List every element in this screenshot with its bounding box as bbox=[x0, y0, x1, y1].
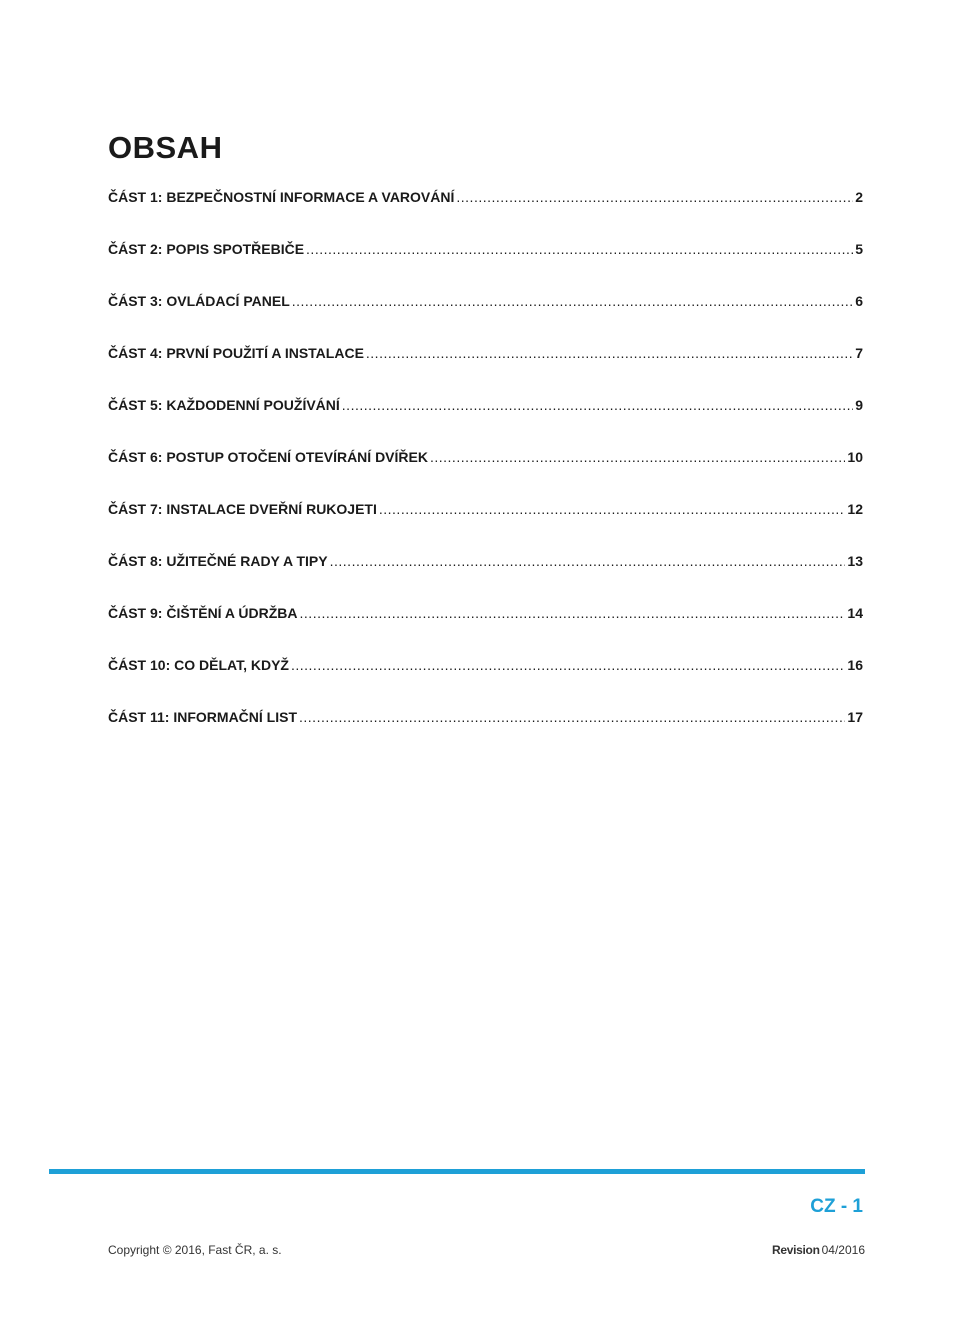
toc-entry-label: ČÁST 8: UŽITEČNÉ RADY A TIPY bbox=[108, 553, 328, 569]
toc-dot-leader bbox=[366, 345, 853, 361]
toc-entry-5[interactable] bbox=[108, 397, 863, 449]
toc-entry-page: 7 bbox=[855, 345, 863, 361]
toc-entry-4[interactable] bbox=[108, 345, 863, 397]
revision-label: Revision bbox=[771, 1243, 820, 1257]
toc-entry-label: ČÁST 6: POSTUP OTOČENÍ OTEVÍRÁNÍ DVÍŘEK bbox=[108, 449, 428, 465]
toc-entry-3[interactable] bbox=[108, 293, 863, 345]
toc-entry-label: ČÁST 3: OVLÁDACÍ PANEL bbox=[108, 293, 290, 309]
toc-entry-page: 13 bbox=[847, 553, 863, 569]
toc-entry-1[interactable] bbox=[108, 189, 863, 241]
toc-entry-7[interactable] bbox=[108, 501, 863, 553]
toc-entry-page: 17 bbox=[847, 709, 863, 725]
toc-entry-page: 6 bbox=[855, 293, 863, 309]
revision-info bbox=[772, 1243, 865, 1257]
toc-entry-label: ČÁST 7: INSTALACE DVEŘNÍ RUKOJETI bbox=[108, 501, 377, 517]
toc-entry-label: ČÁST 10: CO DĚLAT, KDYŽ bbox=[108, 657, 289, 673]
toc-entry-page: 10 bbox=[847, 449, 863, 465]
toc-entry-label: ČÁST 2: POPIS SPOTŘEBIČE bbox=[108, 241, 305, 257]
toc-entry-8[interactable] bbox=[108, 553, 863, 605]
toc-entry-page: 9 bbox=[855, 397, 863, 413]
revision-date: 04/2016 bbox=[821, 1243, 865, 1257]
toc-entry-label: ČÁST 11: INFORMAČNÍ LIST bbox=[108, 709, 298, 725]
toc-entry-page: 5 bbox=[855, 241, 863, 257]
footer-divider bbox=[49, 1169, 865, 1174]
toc-entry-page: 14 bbox=[847, 605, 863, 621]
toc-entry-label: ČÁST 1: BEZPEČNOSTNÍ INFORMACE A VAROVÁNÍ bbox=[108, 189, 455, 205]
copyright-notice: Copyright © 2016, Fast ČR, a. s. bbox=[108, 1243, 282, 1257]
toc-entry-label: ČÁST 4: PRVNÍ POUŽITÍ A INSTALACE bbox=[108, 345, 364, 361]
toc-dot-leader bbox=[379, 501, 846, 517]
toc-dot-leader bbox=[456, 189, 853, 205]
toc-dot-leader bbox=[299, 709, 845, 725]
toc-entry-9[interactable] bbox=[108, 605, 863, 657]
toc-dot-leader bbox=[342, 397, 853, 413]
toc-dot-leader bbox=[306, 241, 853, 257]
toc-entry-2[interactable] bbox=[108, 241, 863, 293]
page-title: OBSAH bbox=[108, 130, 223, 165]
table-of-contents bbox=[108, 189, 863, 761]
toc-entry-page: 16 bbox=[847, 657, 863, 673]
toc-dot-leader bbox=[330, 553, 846, 569]
page-number: CZ - 1 bbox=[810, 1196, 863, 1217]
toc-entry-11[interactable] bbox=[108, 709, 863, 761]
toc-entry-label: ČÁST 9: ČIŠTĚNÍ A ÚDRŽBA bbox=[108, 605, 298, 621]
toc-entry-10[interactable] bbox=[108, 657, 863, 709]
toc-entry-page: 12 bbox=[847, 501, 863, 517]
toc-dot-leader bbox=[430, 449, 845, 465]
toc-dot-leader bbox=[292, 293, 853, 309]
toc-dot-leader bbox=[291, 657, 845, 673]
toc-entry-label: ČÁST 5: KAŽDODENNÍ POUŽÍVÁNÍ bbox=[108, 397, 340, 413]
toc-entry-page: 2 bbox=[855, 189, 863, 205]
toc-entry-6[interactable] bbox=[108, 449, 863, 501]
toc-dot-leader bbox=[300, 605, 846, 621]
